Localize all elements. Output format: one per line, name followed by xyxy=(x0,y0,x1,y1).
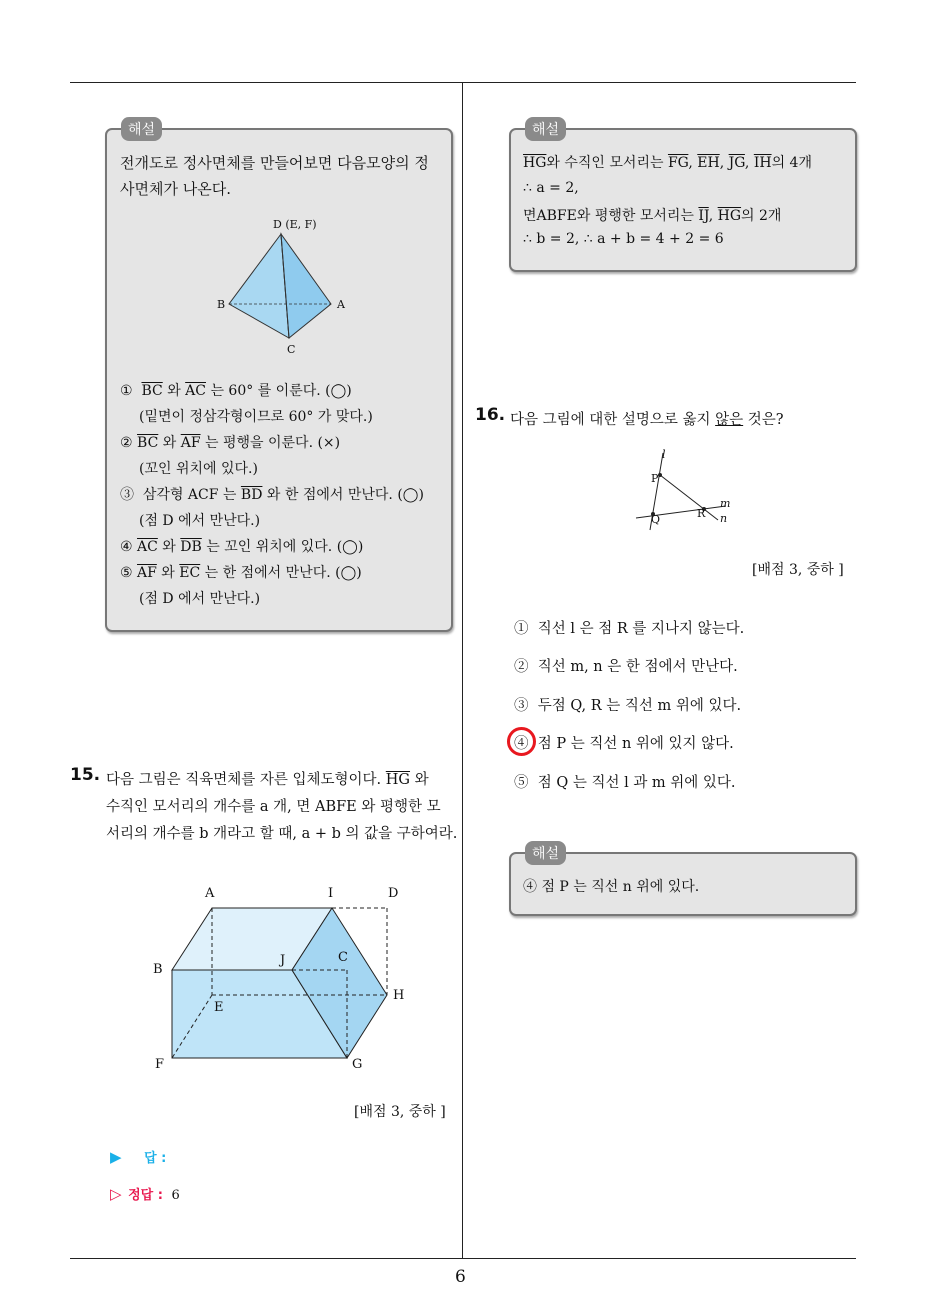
choice-3[interactable]: ③ 두점 Q, R 는 직선 m 위에 있다. xyxy=(514,698,742,714)
solution-tag: 해설 xyxy=(121,117,162,141)
solution-item: ④ $\overline{AC}$ 와 $\overline{DB}$ 는 꼬인 위치에 있다. (◯) xyxy=(120,539,364,555)
solution-box-q15 xyxy=(509,122,857,272)
vertex-label-b: B xyxy=(153,962,163,977)
vertex-label-j: J xyxy=(280,953,286,968)
solution-item: ⑤ $\overline{AF}$ 와 $\overline{EC}$ 는 한 점에서 만난다. (◯) xyxy=(120,565,362,581)
question-text: 수직인 모서리의 개수를 a 개, 면 ABFE 와 평행한 모 xyxy=(106,799,441,815)
point-label-p: P xyxy=(651,472,659,485)
question-number-16: 16. xyxy=(475,405,506,425)
question-text: 다음 그림은 직육면체를 자른 입체도형이다. $\overline{HG}$ 와 xyxy=(106,772,429,788)
solution-text: 면ABFE와 평행한 모서리는 $\overline{IJ}$, $\overline{HG}$의 2개 xyxy=(523,208,782,224)
point-label-q: Q xyxy=(651,513,661,526)
vertex-label-c: C xyxy=(338,950,348,965)
answer-label: 답 : xyxy=(144,1151,167,1166)
cut-cuboid-figure xyxy=(160,895,400,1070)
play-icon: ▶ xyxy=(110,1148,122,1166)
solution-note: (꼬인 위치에 있다.) xyxy=(139,461,258,477)
solution-box-q16 xyxy=(509,846,857,916)
question-text: 서리의 개수를 b 개라고 할 때, a + b 의 값을 구하여라. xyxy=(106,826,458,842)
vertex-label-a: A xyxy=(337,298,345,311)
solution-text: 전개도로 정사면체를 만들어보면 다음모양의 정 xyxy=(120,154,429,172)
solution-text: ∴ b = 2, ∴ a + b = 4 + 2 = 6 xyxy=(523,231,724,247)
line-label-m: m xyxy=(720,497,731,510)
vertex-label-d: D xyxy=(388,886,399,901)
answer-row xyxy=(110,1147,166,1166)
vertex-label-c: C xyxy=(287,343,296,356)
correct-answer-row xyxy=(110,1184,180,1203)
correct-label: 정답 : xyxy=(128,1188,163,1203)
choice-2[interactable]: ② 직선 m, n 은 한 점에서 만난다. xyxy=(514,659,738,675)
solution-item: ② $\overline{BC}$ 와 $\overline{AF}$ 는 평행을 이룬다. (×) xyxy=(120,435,341,451)
choice-5[interactable]: ⑤ 점 Q 는 직선 l 과 m 위에 있다. xyxy=(514,775,736,791)
question-number-15: 15. xyxy=(70,765,101,785)
correct-value: 6 xyxy=(171,1188,180,1203)
solution-note: (점 D 에서 만난다.) xyxy=(139,513,261,529)
tetrahedron-figure xyxy=(207,214,347,354)
choice-4[interactable]: ④ 점 P 는 직선 n 위에 있지 않다. xyxy=(514,736,734,752)
choice-1[interactable]: ① 직선 l 은 점 R 를 지나지 않는다. xyxy=(514,621,745,637)
solution-note: (밑면이 정삼각형이므로 60° 가 맞다.) xyxy=(139,409,373,425)
bottom-rule xyxy=(70,1258,856,1259)
vertex-label-i: I xyxy=(328,886,334,901)
vertex-label-e: E xyxy=(214,1000,224,1015)
line-label-l: l xyxy=(662,448,666,461)
solution-tag: 해설 xyxy=(525,117,566,141)
solution-text: 사면체가 나온다. xyxy=(120,180,231,198)
vertex-label-b: B xyxy=(217,298,226,311)
vertex-label-a: A xyxy=(205,886,215,901)
solution-box-q14 xyxy=(105,122,453,632)
solution-text: $\overline{HG}$와 수직인 모서리는 $\overline{FG}$, $\overline{EH}$, $\overline{JG}$, $\overline{IH}$의 4개 xyxy=(523,155,812,171)
score-label: [배점 3, 중하 ] xyxy=(752,562,844,578)
vertex-label-h: H xyxy=(393,988,405,1003)
vertex-label-g: G xyxy=(352,1057,363,1072)
top-rule xyxy=(70,82,856,83)
page-number: 6 xyxy=(455,1267,466,1287)
column-divider xyxy=(462,83,463,1258)
solution-item: ③ 삼각형 ACF 는 $\overline{BD}$ 와 한 점에서 만난다. (◯) xyxy=(120,487,424,503)
solution-note: (점 D 에서 만난다.) xyxy=(139,591,261,607)
line-label-n: n xyxy=(720,512,728,525)
solution-item: ① $\overline{BC}$ 와 $\overline{AC}$ 는 60° 를 이룬다. (◯) xyxy=(120,383,352,399)
score-label: [배점 3, 중하 ] xyxy=(354,1104,446,1120)
solution-tag: 해설 xyxy=(525,841,566,865)
vertex-label-d: D (E, F) xyxy=(273,218,317,231)
point-label-r: R xyxy=(697,507,706,520)
solution-text: ∴ a = 2, xyxy=(523,180,579,196)
question-text: 다음 그림에 대한 설명으로 옳지 않은 것은? xyxy=(510,412,784,428)
solution-text: ④ 점 P 는 직선 n 위에 있다. xyxy=(523,879,700,895)
outline-play-icon: ▷ xyxy=(110,1185,122,1203)
vertex-label-f: F xyxy=(155,1057,165,1072)
